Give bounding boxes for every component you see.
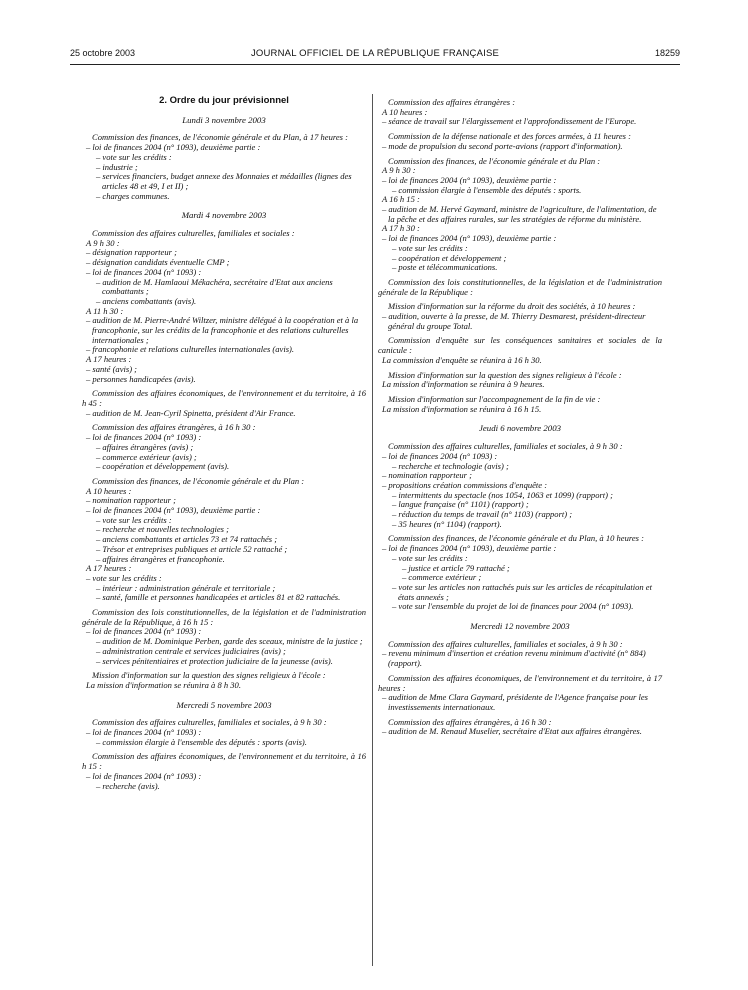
committee-heading: Commission des affaires culturelles, familiales et sociales, à 9 h 30 : <box>388 638 623 649</box>
agenda-item: – santé (avis) ; <box>86 363 138 374</box>
agenda-subitem: – Trésor et entreprises publiques et article 52 rattaché ; <box>96 543 288 554</box>
agenda-item: La mission d'information se réunira à 8 h 30. <box>86 679 241 690</box>
right-column <box>378 96 662 737</box>
agenda-subitem: – vote sur les articles non rattachés puis sur les articles de récapitulation et états annexés ; <box>392 581 652 602</box>
committee-heading: Commission des affaires culturelles, familiales et sociales, à 9 h 30 : <box>388 441 623 452</box>
day-heading: Mercredi 5 novembre 2003 <box>176 699 272 710</box>
day-heading: Mercredi 12 novembre 2003 <box>470 621 570 632</box>
agenda-item: – loi de finances 2004 (n° 1093) : <box>86 770 202 781</box>
agenda-item: A 11 h 30 : <box>86 305 124 316</box>
agenda-subitem: – affaires étrangères et francophonie. <box>96 553 225 564</box>
day-heading: Jeudi 6 novembre 2003 <box>479 423 561 434</box>
committee-heading: Commission des finances, de l'économie générale et du Plan, à 17 heures : <box>92 132 348 143</box>
committee-heading: Commission des affaires étrangères, à 16 h 30 : <box>388 716 552 727</box>
committee-heading: Commission des affaires économiques, de l'environnement et du territoire, à 16 h 15 : <box>82 751 366 772</box>
agenda-subitem: – audition de M. Hamlaoui Mékachéra, secrétaire d'Etat aux anciens combattants ; <box>96 276 333 297</box>
agenda-subsubitem: – commerce extérieur ; <box>402 572 482 583</box>
committee-heading: Commission des finances, de l'économie générale et du Plan, à 10 heures : <box>388 533 644 544</box>
agenda-item: – loi de finances 2004 (n° 1093) : <box>382 450 498 461</box>
agenda-item: A 17 heures : <box>86 354 132 365</box>
agenda-subitem: – administration centrale et services judiciaires (avis) ; <box>96 645 286 656</box>
agenda-subitem: – coopération et développement ; <box>392 252 507 263</box>
agenda-item: – audition, ouverte à la presse, de M. Thierry Desmarest, président-directeur général du groupe Total. <box>382 311 646 331</box>
committee-heading: Commission des affaires économiques, de l'environnement et du territoire, à 16 h 45 : <box>82 388 366 408</box>
agenda-item: – personnes handicapées (avis). <box>86 373 196 384</box>
agenda-item: – loi de finances 2004 (n° 1093), deuxième partie : <box>86 142 261 153</box>
agenda-item: – loi de finances 2004 (n° 1093) : <box>86 432 202 443</box>
page-header <box>70 48 680 62</box>
agenda-item: – audition de M. Jean-Cyril Spinetta, président d'Air France. <box>86 407 296 418</box>
agenda-subitem: – vote sur les crédits : <box>96 514 172 525</box>
agenda-item: – propositions création commissions d'enquête : <box>382 479 548 490</box>
section-heading: 2. Ordre du jour prévisionnel <box>159 95 289 106</box>
agenda-item: – loi de finances 2004 (n° 1093) : <box>86 626 202 637</box>
header-rule <box>70 64 680 65</box>
agenda-subitem: – services pénitentiaires et protection judiciaire de la jeunesse (avis). <box>96 655 333 666</box>
agenda-item: – audition de M. Hervé Gaymard, ministre de l'agriculture, de l'alimentation, de la pêche et des affaires rurales, sur les stratégies de réforme du ministère. <box>382 204 657 224</box>
left-column <box>82 96 366 791</box>
agenda-item: A 16 h 15 : <box>382 194 420 205</box>
agenda-item: – loi de finances 2004 (n° 1093), deuxième partie : <box>86 505 261 516</box>
agenda-item: – loi de finances 2004 (n° 1093), deuxième partie : <box>382 543 557 554</box>
agenda-item: A 17 heures : <box>86 563 132 574</box>
agenda-subitem: – commission élargie à l'ensemble des députés : sports (avis). <box>96 736 307 747</box>
agenda-subitem: – 35 heures (n° 1104) (rapport). <box>392 518 502 529</box>
agenda-item: – loi de finances 2004 (n° 1093), deuxième partie : <box>382 174 557 185</box>
agenda-item: La mission d'information se réunira à 16 h 15. <box>382 403 542 414</box>
agenda-subitem: – vote sur les crédits : <box>392 552 468 563</box>
agenda-item: – vote sur les crédits : <box>86 572 162 583</box>
committee-heading: Commission de la défense nationale et des forces armées, à 11 heures : <box>388 131 631 142</box>
agenda-item: – nomination rapporteur ; <box>382 470 472 481</box>
agenda-item: – séance de travail sur l'élargissement et l'approfondissement de l'Europe. <box>382 116 637 127</box>
committee-heading: Commission des affaires culturelles, familiales et sociales : <box>92 228 295 239</box>
committee-heading: Mission d'information sur la question des signes religieux à l'école : <box>388 369 622 380</box>
agenda-item: – francophonie et relations culturelles internationales (avis). <box>86 344 295 355</box>
agenda-item: A 9 h 30 : <box>382 165 416 176</box>
agenda-subitem: – vote sur les crédits : <box>392 242 468 253</box>
agenda-item: – mode de propulsion du second porte-avions (rapport d'information). <box>382 140 623 151</box>
agenda-item: A 10 heures : <box>382 106 428 117</box>
committee-heading: Commission d'enquête sur les conséquences sanitaires et sociales de la canicule : <box>378 335 662 356</box>
agenda-item: – revenu minimum d'insertion et création revenu minimum d'activité (n° 884) (rapport). <box>382 648 646 669</box>
agenda-subitem: – coopération et développement (avis). <box>96 461 230 472</box>
agenda-item: – audition de M. Pierre-André Wiltzer, ministre délégué à la coopération et à la francophonie, sur les crédits de la francophonie et des relations culturelles internationales ; <box>86 315 359 345</box>
committee-heading: Mission d'information sur l'accompagnement de la fin de vie : <box>388 393 601 404</box>
agenda-subitem: – vote sur les crédits : <box>96 151 172 162</box>
agenda-item: – loi de finances 2004 (n° 1093), deuxième partie : <box>382 233 557 244</box>
column-divider <box>372 94 373 966</box>
committee-heading: Commission des finances, de l'économie générale et du Plan : <box>388 155 601 166</box>
agenda-subitem: – langue française (n° 1101) (rapport) ; <box>392 499 529 510</box>
header-title: JOURNAL OFFICIEL DE LA RÉPUBLIQUE FRANÇAISE <box>250 48 500 59</box>
agenda-subitem: – affaires étrangères (avis) ; <box>96 441 194 452</box>
agenda-item: – désignation candidats éventuelle CMP ; <box>86 257 230 268</box>
agenda-subitem: – vote sur l'ensemble du projet de loi de finances pour 2004 (n° 1093). <box>392 601 634 612</box>
agenda-subitem: – anciens combattants (avis). <box>96 295 197 306</box>
committee-heading: Commission des affaires étrangères, à 16 h 30 : <box>92 422 256 433</box>
agenda-subitem: – santé, famille et personnes handicapées et articles 81 et 82 rattachés. <box>96 592 341 603</box>
agenda-subitem: – commission élargie à l'ensemble des députés : sports. <box>392 184 582 195</box>
agenda-subitem: – recherche et nouvelles technologies ; <box>96 524 229 535</box>
committee-heading: Commission des affaires culturelles, familiales et sociales, à 9 h 30 : <box>92 717 327 728</box>
committee-heading: Commission des lois constitutionnelles, de la législation et de l'administration générale de la République, à 16 h 15 : <box>82 607 366 627</box>
committee-heading: Commission des finances, de l'économie générale et du Plan : <box>92 475 305 486</box>
agenda-item: La commission d'enquête se réunira à 16 h 30. <box>382 354 542 365</box>
agenda-item: La mission d'information se réunira à 9 heures. <box>382 379 545 390</box>
agenda-subsubitem: – justice et article 79 rattaché ; <box>402 562 510 573</box>
day-heading: Lundi 3 novembre 2003 <box>182 114 266 125</box>
agenda-subitem: – intermittents du spectacle (nos 1054, 1063 et 1099) (rapport) ; <box>392 489 614 500</box>
committee-heading: Mission d'information sur la réforme du droit des sociétés, à 10 heures : <box>388 301 636 312</box>
agenda-subitem: – réduction du temps de travail (n° 1103) (rapport) ; <box>392 509 573 520</box>
agenda-item: – loi de finances 2004 (n° 1093) : <box>86 266 202 277</box>
committee-heading: Commission des affaires étrangères : <box>388 97 516 107</box>
agenda-item: – audition de M. Renaud Muselier, secrétaire d'Etat aux affaires étrangères. <box>382 726 642 737</box>
header-date: 25 octobre 2003 <box>70 48 136 58</box>
day-heading: Mardi 4 novembre 2003 <box>181 210 267 221</box>
committee-heading: Commission des lois constitutionnelles, de la législation et de l'administration générale de la République : <box>378 276 662 297</box>
header-page-number: 18259 <box>654 48 680 58</box>
committee-heading: Mission d'information sur la question des signes religieux à l'école : <box>92 670 326 681</box>
agenda-subitem: – services financiers, budget annexe des Monnaies et médailles (lignes des articles 48 et 49, I et II) ; <box>96 171 352 191</box>
agenda-subitem: – industrie ; <box>96 161 138 172</box>
agenda-subitem: – recherche et technologie (avis) ; <box>392 460 509 471</box>
agenda-item: A 10 heures : <box>86 485 132 496</box>
agenda-item: A 17 h 30 : <box>382 223 420 234</box>
agenda-subitem: – charges communes. <box>96 190 170 201</box>
agenda-item: – nomination rapporteur ; <box>86 495 176 506</box>
committee-heading: Commission des affaires économiques, de l'environnement et du territoire, à 17 heures : <box>378 672 662 693</box>
agenda-item: – désignation rapporteur ; <box>86 247 177 258</box>
agenda-subitem: – audition de M. Dominique Perben, garde des sceaux, ministre de la justice ; <box>96 636 363 647</box>
agenda-item: – loi de finances 2004 (n° 1093) : <box>86 727 202 738</box>
agenda-subitem: – intérieur : administration générale et territoriale ; <box>96 582 276 593</box>
agenda-subitem: – commerce extérieur (avis) ; <box>96 451 197 462</box>
agenda-item: – audition de Mme Clara Gaymard, présidente de l'Agence française pour les investissements internationaux. <box>382 692 648 712</box>
agenda-item: A 9 h 30 : <box>86 237 120 248</box>
agenda-subitem: – anciens combattants et articles 73 et 74 rattachés ; <box>96 534 278 545</box>
agenda-subitem: – poste et télécommunications. <box>392 262 498 273</box>
agenda-subitem: – recherche (avis). <box>96 780 160 791</box>
